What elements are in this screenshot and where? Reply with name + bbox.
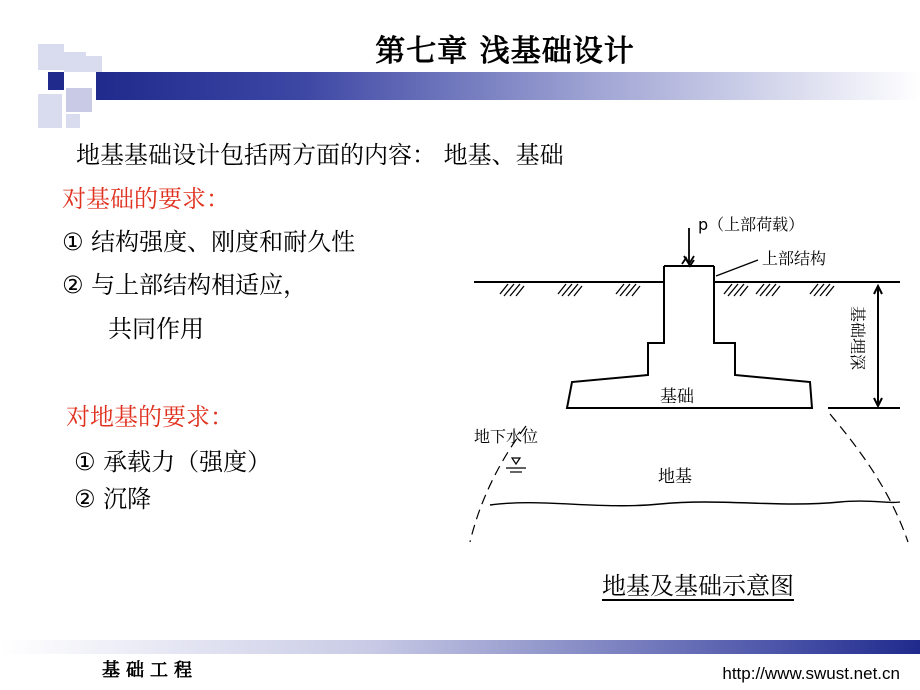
load-arrow bbox=[682, 228, 694, 266]
logo-square bbox=[48, 72, 64, 90]
foundation-requirement-item: ② 与上部结构相适应， bbox=[62, 271, 308, 299]
ground-requirements-heading: 对地基的要求： bbox=[66, 403, 234, 431]
ground-label: 地基 bbox=[658, 467, 692, 487]
foundation-diagram bbox=[460, 200, 920, 560]
depth-label: 基础埋深 bbox=[848, 306, 867, 371]
title-banner bbox=[96, 72, 920, 100]
foundation-requirement-item: ① 结构强度、刚度和耐久性 bbox=[62, 228, 356, 256]
superstructure-leader bbox=[716, 260, 758, 276]
logo-square bbox=[38, 94, 62, 128]
footer-url[interactable]: http://www.swust.net.cn bbox=[722, 664, 900, 683]
water-table bbox=[490, 458, 900, 506]
page-title: 第七章 浅基础设计 bbox=[375, 34, 635, 69]
logo-square bbox=[66, 88, 92, 112]
load-label: p（上部荷载） bbox=[698, 215, 805, 234]
superstructure-label: 上部结构 bbox=[762, 249, 827, 268]
water-table-label: 地下水位 bbox=[474, 427, 539, 446]
ground-requirement-item: ② 沉降 bbox=[74, 485, 152, 513]
foundation-label: 基础 bbox=[660, 387, 694, 407]
intro-text: 地基基础设计包括两方面的内容： 地基、基础 bbox=[76, 141, 564, 169]
foundation-requirement-item: 共同作用 bbox=[108, 315, 204, 343]
footer-bar bbox=[0, 640, 920, 654]
ground-requirement-item: ① 承载力（强度） bbox=[74, 448, 272, 476]
logo-square bbox=[66, 114, 80, 128]
soil-hatch bbox=[500, 284, 834, 296]
course-name: 基础工程 bbox=[102, 660, 198, 681]
diagram-caption: 地基及基础示意图 bbox=[602, 572, 794, 600]
foundation-requirements-heading: 对基础的要求： bbox=[62, 185, 230, 213]
